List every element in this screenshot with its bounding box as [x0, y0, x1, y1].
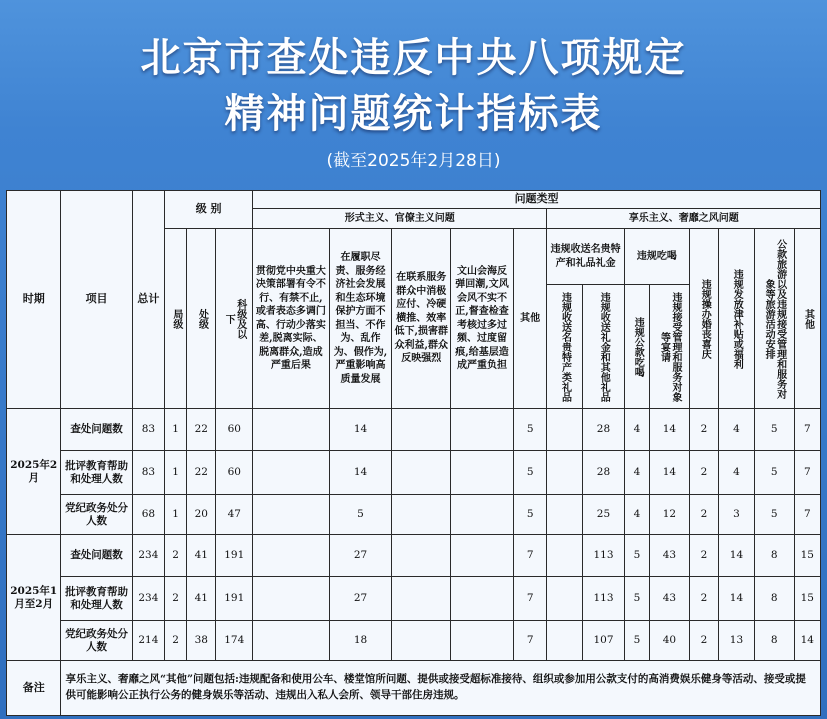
cell-f3	[392, 451, 451, 495]
remarks-row	[7, 661, 821, 716]
cell-total: 68	[132, 495, 164, 535]
header-wedding-funeral: 违规操办婚丧喜庆	[689, 229, 718, 409]
cell-h5: 5	[754, 409, 794, 451]
cell-ke: 60	[216, 409, 253, 451]
cell-h4: 4	[719, 451, 755, 495]
cell-gift2: 28	[583, 451, 625, 495]
cell-f2: 27	[329, 577, 392, 621]
cell-eat2: 14	[650, 409, 690, 451]
header-hedonism-other: 其他	[794, 229, 820, 409]
cell-f4	[451, 409, 514, 451]
page-subtitle: (截至2025年2月28日)	[326, 151, 501, 171]
cell-chu: 20	[187, 495, 216, 535]
cell-h-other: 7	[794, 495, 820, 535]
row-item: 查处问题数	[61, 409, 132, 451]
cell-h4: 4	[719, 409, 755, 451]
cell-gift2: 25	[583, 495, 625, 535]
row-item: 批评教育帮助和处理人数	[61, 451, 132, 495]
header-gift-1: 违规收送名贵特产类礼品	[547, 285, 583, 409]
cell-h3: 2	[689, 621, 718, 661]
cell-f2: 27	[329, 535, 392, 577]
cell-f1	[253, 451, 329, 495]
page-title-line2: 精神问题统计指标表	[224, 91, 603, 137]
cell-eat2: 43	[650, 577, 690, 621]
cell-f-other: 5	[513, 409, 547, 451]
table-row	[7, 535, 821, 577]
cell-chu: 22	[187, 451, 216, 495]
header-formalism-1: 贯彻党中央重大决策部署有令不行、有禁不止,或者表态多调门高、行动少落实差,脱离实际、脱离群众,造成严重后果	[253, 229, 329, 409]
header-eat-1: 违规公款吃喝	[624, 285, 649, 409]
cell-f1	[253, 577, 329, 621]
cell-gift2: 113	[583, 535, 625, 577]
cell-gift1	[547, 495, 583, 535]
header-gift-2: 违规收送礼金和其他礼品	[583, 285, 625, 409]
cell-eat1: 4	[624, 451, 649, 495]
cell-ju: 2	[165, 621, 187, 661]
period-cell: 2025年1月至2月	[7, 535, 61, 661]
cell-gift1	[547, 409, 583, 451]
cell-h3: 2	[689, 577, 718, 621]
cell-h-other: 7	[794, 451, 820, 495]
cell-h-other: 7	[794, 409, 820, 451]
header-formalism-2: 在履职尽责、服务经济社会发展和生态环境保护方面不担当、不作为、乱作为、假作为,严重影响高质量发展	[329, 229, 392, 409]
header-formalism: 形式主义、官僚主义问题	[253, 209, 547, 229]
cell-eat1: 4	[624, 495, 649, 535]
header-item: 项目	[61, 191, 132, 409]
page-title-line1: 北京市查处违反中央八项规定	[140, 35, 687, 81]
cell-gift1	[547, 535, 583, 577]
cell-ju: 2	[165, 577, 187, 621]
cell-gift1	[547, 577, 583, 621]
header-total: 总计	[132, 191, 164, 409]
header-formalism-other: 其他	[513, 229, 547, 409]
cell-f2: 14	[329, 451, 392, 495]
cell-f3	[392, 409, 451, 451]
row-item: 查处问题数	[61, 535, 132, 577]
cell-eat1: 5	[624, 621, 649, 661]
row-item: 批评教育帮助和处理人数	[61, 577, 132, 621]
cell-ke: 60	[216, 451, 253, 495]
cell-chu: 38	[187, 621, 216, 661]
remarks-text: 享乐主义、奢靡之风“其他”问题包括:违规配备和使用公车、楼堂馆所问题、提供或接受超标准接待、组织或参加用公款支付的高消费娱乐健身等活动、接受或提供可能影响公正执行公务的健身娱乐等活动、违规出入私人会所、领导干部住房违规。	[61, 661, 821, 716]
cell-f1	[253, 409, 329, 451]
cell-eat2: 43	[650, 535, 690, 577]
cell-f4	[451, 577, 514, 621]
cell-eat1: 4	[624, 409, 649, 451]
cell-h5: 8	[754, 535, 794, 577]
header-hedonism: 享乐主义、奢靡之风问题	[547, 209, 821, 229]
cell-f1	[253, 535, 329, 577]
table-row	[7, 451, 821, 495]
cell-h5: 8	[754, 621, 794, 661]
cell-h5: 5	[754, 451, 794, 495]
cell-f2: 5	[329, 495, 392, 535]
cell-eat1: 5	[624, 577, 649, 621]
cell-h-other: 15	[794, 535, 820, 577]
cell-ju: 2	[165, 535, 187, 577]
cell-h3: 2	[689, 409, 718, 451]
cell-f4	[451, 535, 514, 577]
cell-total: 214	[132, 621, 164, 661]
cell-gift1	[547, 451, 583, 495]
cell-ke: 191	[216, 535, 253, 577]
header-gift-group: 违规收送名贵特产和礼品礼金	[547, 229, 625, 285]
cell-h-other: 15	[794, 577, 820, 621]
header-period: 时期	[7, 191, 61, 409]
cell-f-other: 7	[513, 621, 547, 661]
cell-ju: 1	[165, 495, 187, 535]
cell-h3: 2	[689, 451, 718, 495]
cell-h3: 2	[689, 535, 718, 577]
table-row	[7, 577, 821, 621]
cell-ju: 1	[165, 451, 187, 495]
period-cell: 2025年2月	[7, 409, 61, 535]
cell-f3	[392, 495, 451, 535]
cell-h3: 2	[689, 495, 718, 535]
cell-f1	[253, 495, 329, 535]
header-travel: 公款旅游以及违规接受管理和服务对象等旅游活动安排	[754, 229, 794, 409]
cell-total: 83	[132, 451, 164, 495]
cell-gift2: 113	[583, 577, 625, 621]
cell-ke: 47	[216, 495, 253, 535]
cell-f-other: 7	[513, 577, 547, 621]
cell-chu: 41	[187, 577, 216, 621]
header-level-ke: 科级及以下	[216, 229, 253, 409]
cell-f-other: 7	[513, 535, 547, 577]
cell-f1	[253, 621, 329, 661]
cell-gift2: 28	[583, 409, 625, 451]
cell-f3	[392, 621, 451, 661]
cell-h5: 5	[754, 495, 794, 535]
cell-f3	[392, 577, 451, 621]
cell-chu: 41	[187, 535, 216, 577]
table-row	[7, 495, 821, 535]
cell-f2: 18	[329, 621, 392, 661]
remarks-label: 备注	[7, 661, 61, 716]
row-item: 党纪政务处分人数	[61, 495, 132, 535]
cell-f-other: 5	[513, 495, 547, 535]
cell-total: 83	[132, 409, 164, 451]
table-row	[7, 621, 821, 661]
statistics-table	[6, 190, 821, 716]
cell-eat1: 5	[624, 535, 649, 577]
cell-f4	[451, 621, 514, 661]
row-item: 党纪政务处分人数	[61, 621, 132, 661]
cell-ju: 1	[165, 409, 187, 451]
cell-total: 234	[132, 577, 164, 621]
cell-chu: 22	[187, 409, 216, 451]
cell-f2: 14	[329, 409, 392, 451]
cell-h4: 13	[719, 621, 755, 661]
cell-f-other: 5	[513, 451, 547, 495]
cell-eat2: 12	[650, 495, 690, 535]
cell-gift1	[547, 621, 583, 661]
cell-ke: 174	[216, 621, 253, 661]
header-allowance: 违规发放津补贴或福利	[719, 229, 755, 409]
table-row	[7, 409, 821, 451]
cell-total: 234	[132, 535, 164, 577]
header-formalism-4: 文山会海反弹回潮,文风会风不实不正,督查检查考核过多过频、过度留痕,给基层造成严重负担	[451, 229, 514, 409]
cell-eat2: 14	[650, 451, 690, 495]
cell-ke: 191	[216, 577, 253, 621]
cell-eat2: 40	[650, 621, 690, 661]
header-formalism-3: 在联系服务群众中消极应付、冷硬横推、效率低下,损害群众利益,群众反映强烈	[392, 229, 451, 409]
header-problem-type: 问题类型	[253, 191, 821, 209]
cell-h-other: 14	[794, 621, 820, 661]
cell-h4: 3	[719, 495, 755, 535]
cell-gift2: 107	[583, 621, 625, 661]
cell-h5: 8	[754, 577, 794, 621]
cell-h4: 14	[719, 535, 755, 577]
header-level: 级 别	[165, 191, 253, 229]
header-level-ju: 局级	[165, 229, 187, 409]
cell-f3	[392, 535, 451, 577]
header-eat-2: 违规接受管理和服务对象等宴请	[650, 285, 690, 409]
cell-f4	[451, 495, 514, 535]
cell-h4: 14	[719, 577, 755, 621]
header-level-chu: 处级	[187, 229, 216, 409]
cell-f4	[451, 451, 514, 495]
header-eat-group: 违规吃喝	[624, 229, 689, 285]
